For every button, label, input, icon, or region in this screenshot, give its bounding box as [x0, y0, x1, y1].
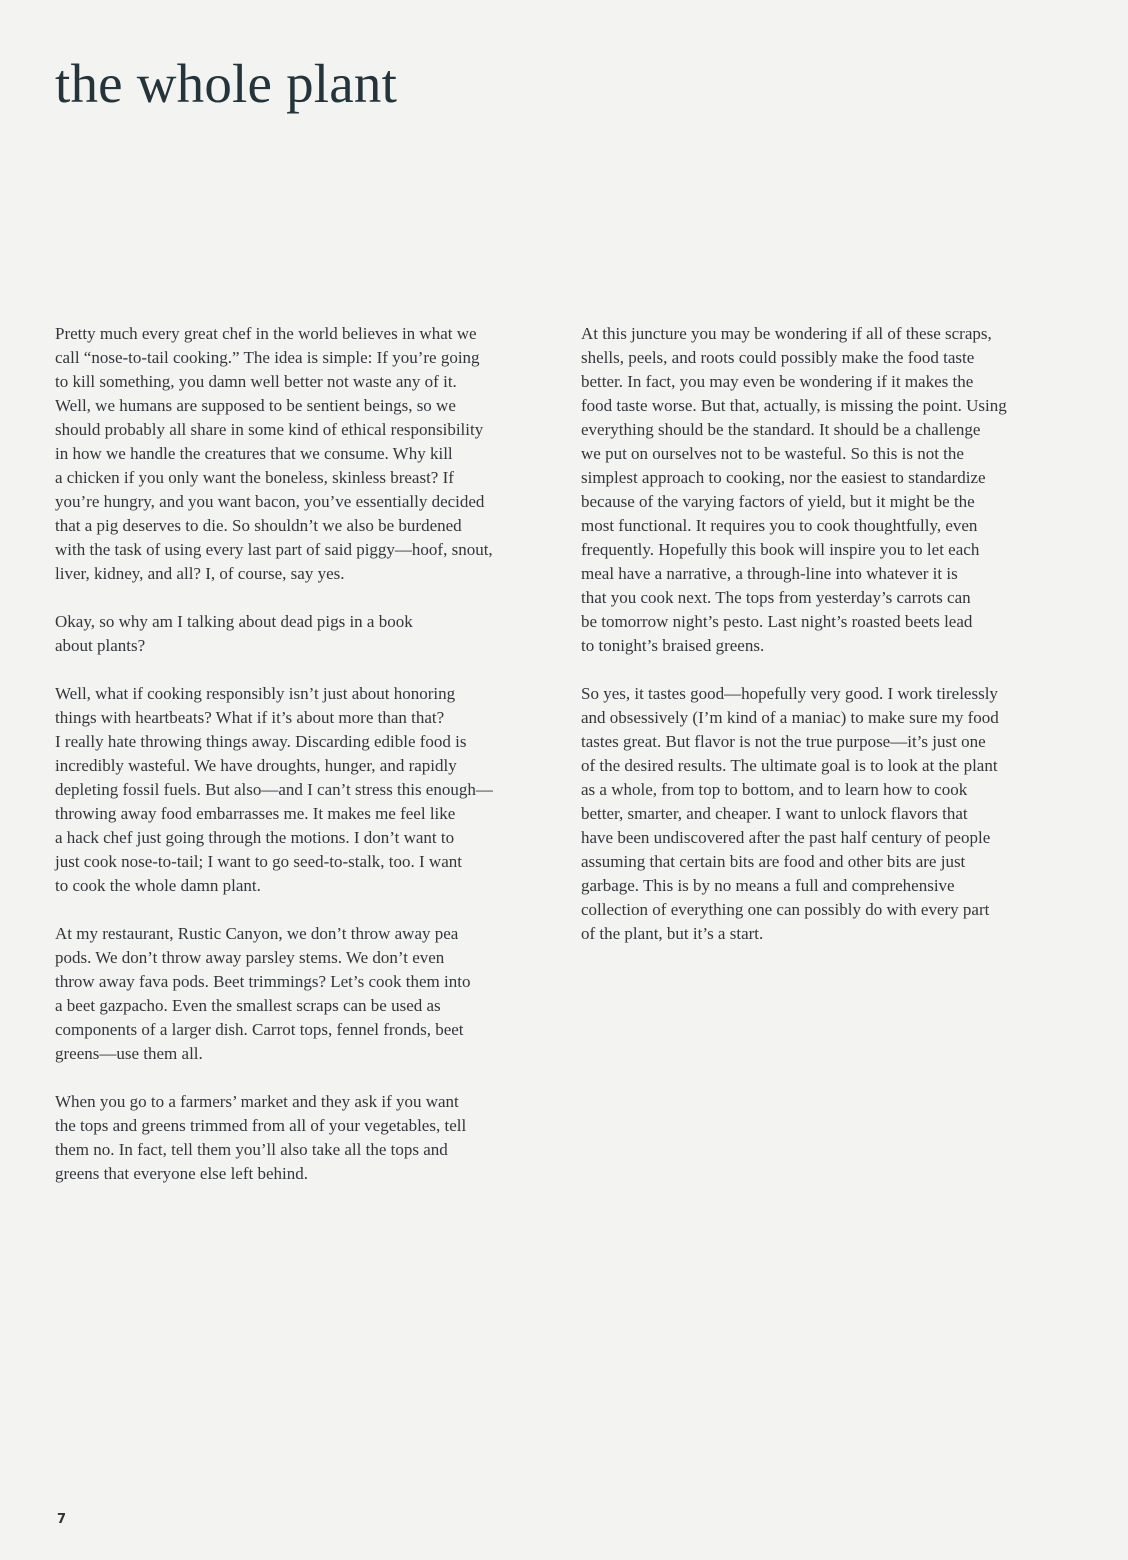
text-line: have been undiscovered after the past half century of people	[581, 828, 991, 847]
text-line: that you cook next. The tops from yesterday’s carrots can	[581, 588, 971, 607]
text-line: throwing away food embarrasses me. It makes me feel like	[55, 804, 456, 823]
paragraph	[55, 610, 555, 658]
text-line: to cook the whole damn plant.	[55, 876, 261, 895]
text-line: a beet gazpacho. Even the smallest scraps can be used as	[55, 996, 441, 1015]
text-line: most functional. It requires you to cook thoughtfully, even	[581, 516, 978, 535]
text-line: greens—use them all.	[55, 1044, 203, 1063]
text-line: be tomorrow night’s pesto. Last night’s roasted beets lead	[581, 612, 973, 631]
text-line: call “nose-to-tail cooking.” The idea is simple: If you’re going	[55, 348, 480, 367]
text-line: with the task of using every last part of said piggy—hoof, snout,	[55, 540, 493, 559]
text-line: garbage. This is by no means a full and comprehensive	[581, 876, 955, 895]
text-line: a hack chef just going through the motions. I don’t want to	[55, 828, 455, 847]
paragraph	[55, 322, 555, 586]
text-line: I really hate throwing things away. Discarding edible food is	[55, 732, 467, 751]
text-line: them no. In fact, tell them you’ll also take all the tops and	[55, 1140, 448, 1159]
text-line: simplest approach to cooking, nor the easiest to standardize	[581, 468, 986, 487]
text-line: to tonight’s braised greens.	[581, 636, 765, 655]
text-line: So yes, it tastes good—hopefully very good. I work tirelessly	[581, 684, 998, 703]
text-line: we put on ourselves not to be wasteful. So this is not the	[581, 444, 964, 463]
paragraph	[55, 1090, 555, 1186]
text-line: a chicken if you only want the boneless, skinless breast? If	[55, 468, 454, 487]
text-line: shells, peels, and roots could possibly make the food taste	[581, 348, 975, 367]
text-line: liver, kidney, and all? I, of course, say yes.	[55, 564, 345, 583]
text-line: At my restaurant, Rustic Canyon, we don’t throw away pea	[55, 924, 459, 943]
text-line: collection of everything one can possibly do with every part	[581, 900, 990, 919]
text-line: pods. We don’t throw away parsley stems. We don’t even	[55, 948, 445, 967]
text-line: just cook nose-to-tail; I want to go seed-to-stalk, too. I want	[55, 852, 462, 871]
page-number: 7	[57, 1512, 67, 1527]
text-line: about plants?	[55, 636, 146, 655]
text-line: better, smarter, and cheaper. I want to unlock flavors that	[581, 804, 968, 823]
text-line: you’re hungry, and you want bacon, you’ve essentially decided	[55, 492, 485, 511]
text-line: to kill something, you damn well better not waste any of it.	[55, 372, 457, 391]
text-line: food taste worse. But that, actually, is missing the point. Using	[581, 396, 1007, 415]
text-line: and obsessively (I’m kind of a maniac) to make sure my food	[581, 708, 999, 727]
text-line: throw away fava pods. Beet trimmings? Let’s cook them into	[55, 972, 471, 991]
text-line: things with heartbeats? What if it’s about more than that?	[55, 708, 445, 727]
text-line: depleting fossil fuels. But also—and I can’t stress this enough—	[55, 780, 493, 799]
text-line: that a pig deserves to die. So shouldn’t we also be burdened	[55, 516, 462, 535]
left-column	[55, 322, 555, 1210]
text-line: incredibly wasteful. We have droughts, hunger, and rapidly	[55, 756, 457, 775]
text-line: Pretty much every great chef in the world believes in what we	[55, 324, 477, 343]
text-line: components of a larger dish. Carrot tops, fennel fronds, beet	[55, 1020, 464, 1039]
text-line: the tops and greens trimmed from all of your vegetables, tell	[55, 1116, 467, 1135]
text-line: When you go to a farmers’ market and they ask if you want	[55, 1092, 459, 1111]
text-line: because of the varying factors of yield, but it might be the	[581, 492, 975, 511]
text-line: of the desired results. The ultimate goal is to look at the plant	[581, 756, 998, 775]
text-line: in how we handle the creatures that we consume. Why kill	[55, 444, 453, 463]
text-line: should probably all share in some kind of ethical responsibility	[55, 420, 484, 439]
paragraph	[581, 682, 1076, 946]
page-title: the whole plant	[55, 53, 398, 114]
text-line: everything should be the standard. It should be a challenge	[581, 420, 981, 439]
text-line: assuming that certain bits are food and other bits are just	[581, 852, 966, 871]
text-line: greens that everyone else left behind.	[55, 1164, 309, 1183]
text-line: meal have a narrative, a through-line into whatever it is	[581, 564, 958, 583]
paragraph	[55, 682, 555, 898]
text-line: better. In fact, you may even be wondering if it makes the	[581, 372, 974, 391]
paragraph	[55, 922, 555, 1066]
text-line: tastes great. But flavor is not the true purpose—it’s just one	[581, 732, 986, 751]
text-line: frequently. Hopefully this book will inspire you to let each	[581, 540, 980, 559]
right-column	[581, 322, 1076, 970]
text-line: Well, what if cooking responsibly isn’t just about honoring	[55, 684, 456, 703]
text-line: Well, we humans are supposed to be sentient beings, so we	[55, 396, 456, 415]
paragraph	[581, 322, 1076, 658]
text-line: Okay, so why am I talking about dead pigs in a book	[55, 612, 413, 631]
text-line: as a whole, from top to bottom, and to learn how to cook	[581, 780, 968, 799]
text-line: of the plant, but it’s a start.	[581, 924, 764, 943]
text-line: At this juncture you may be wondering if all of these scraps,	[581, 324, 992, 343]
